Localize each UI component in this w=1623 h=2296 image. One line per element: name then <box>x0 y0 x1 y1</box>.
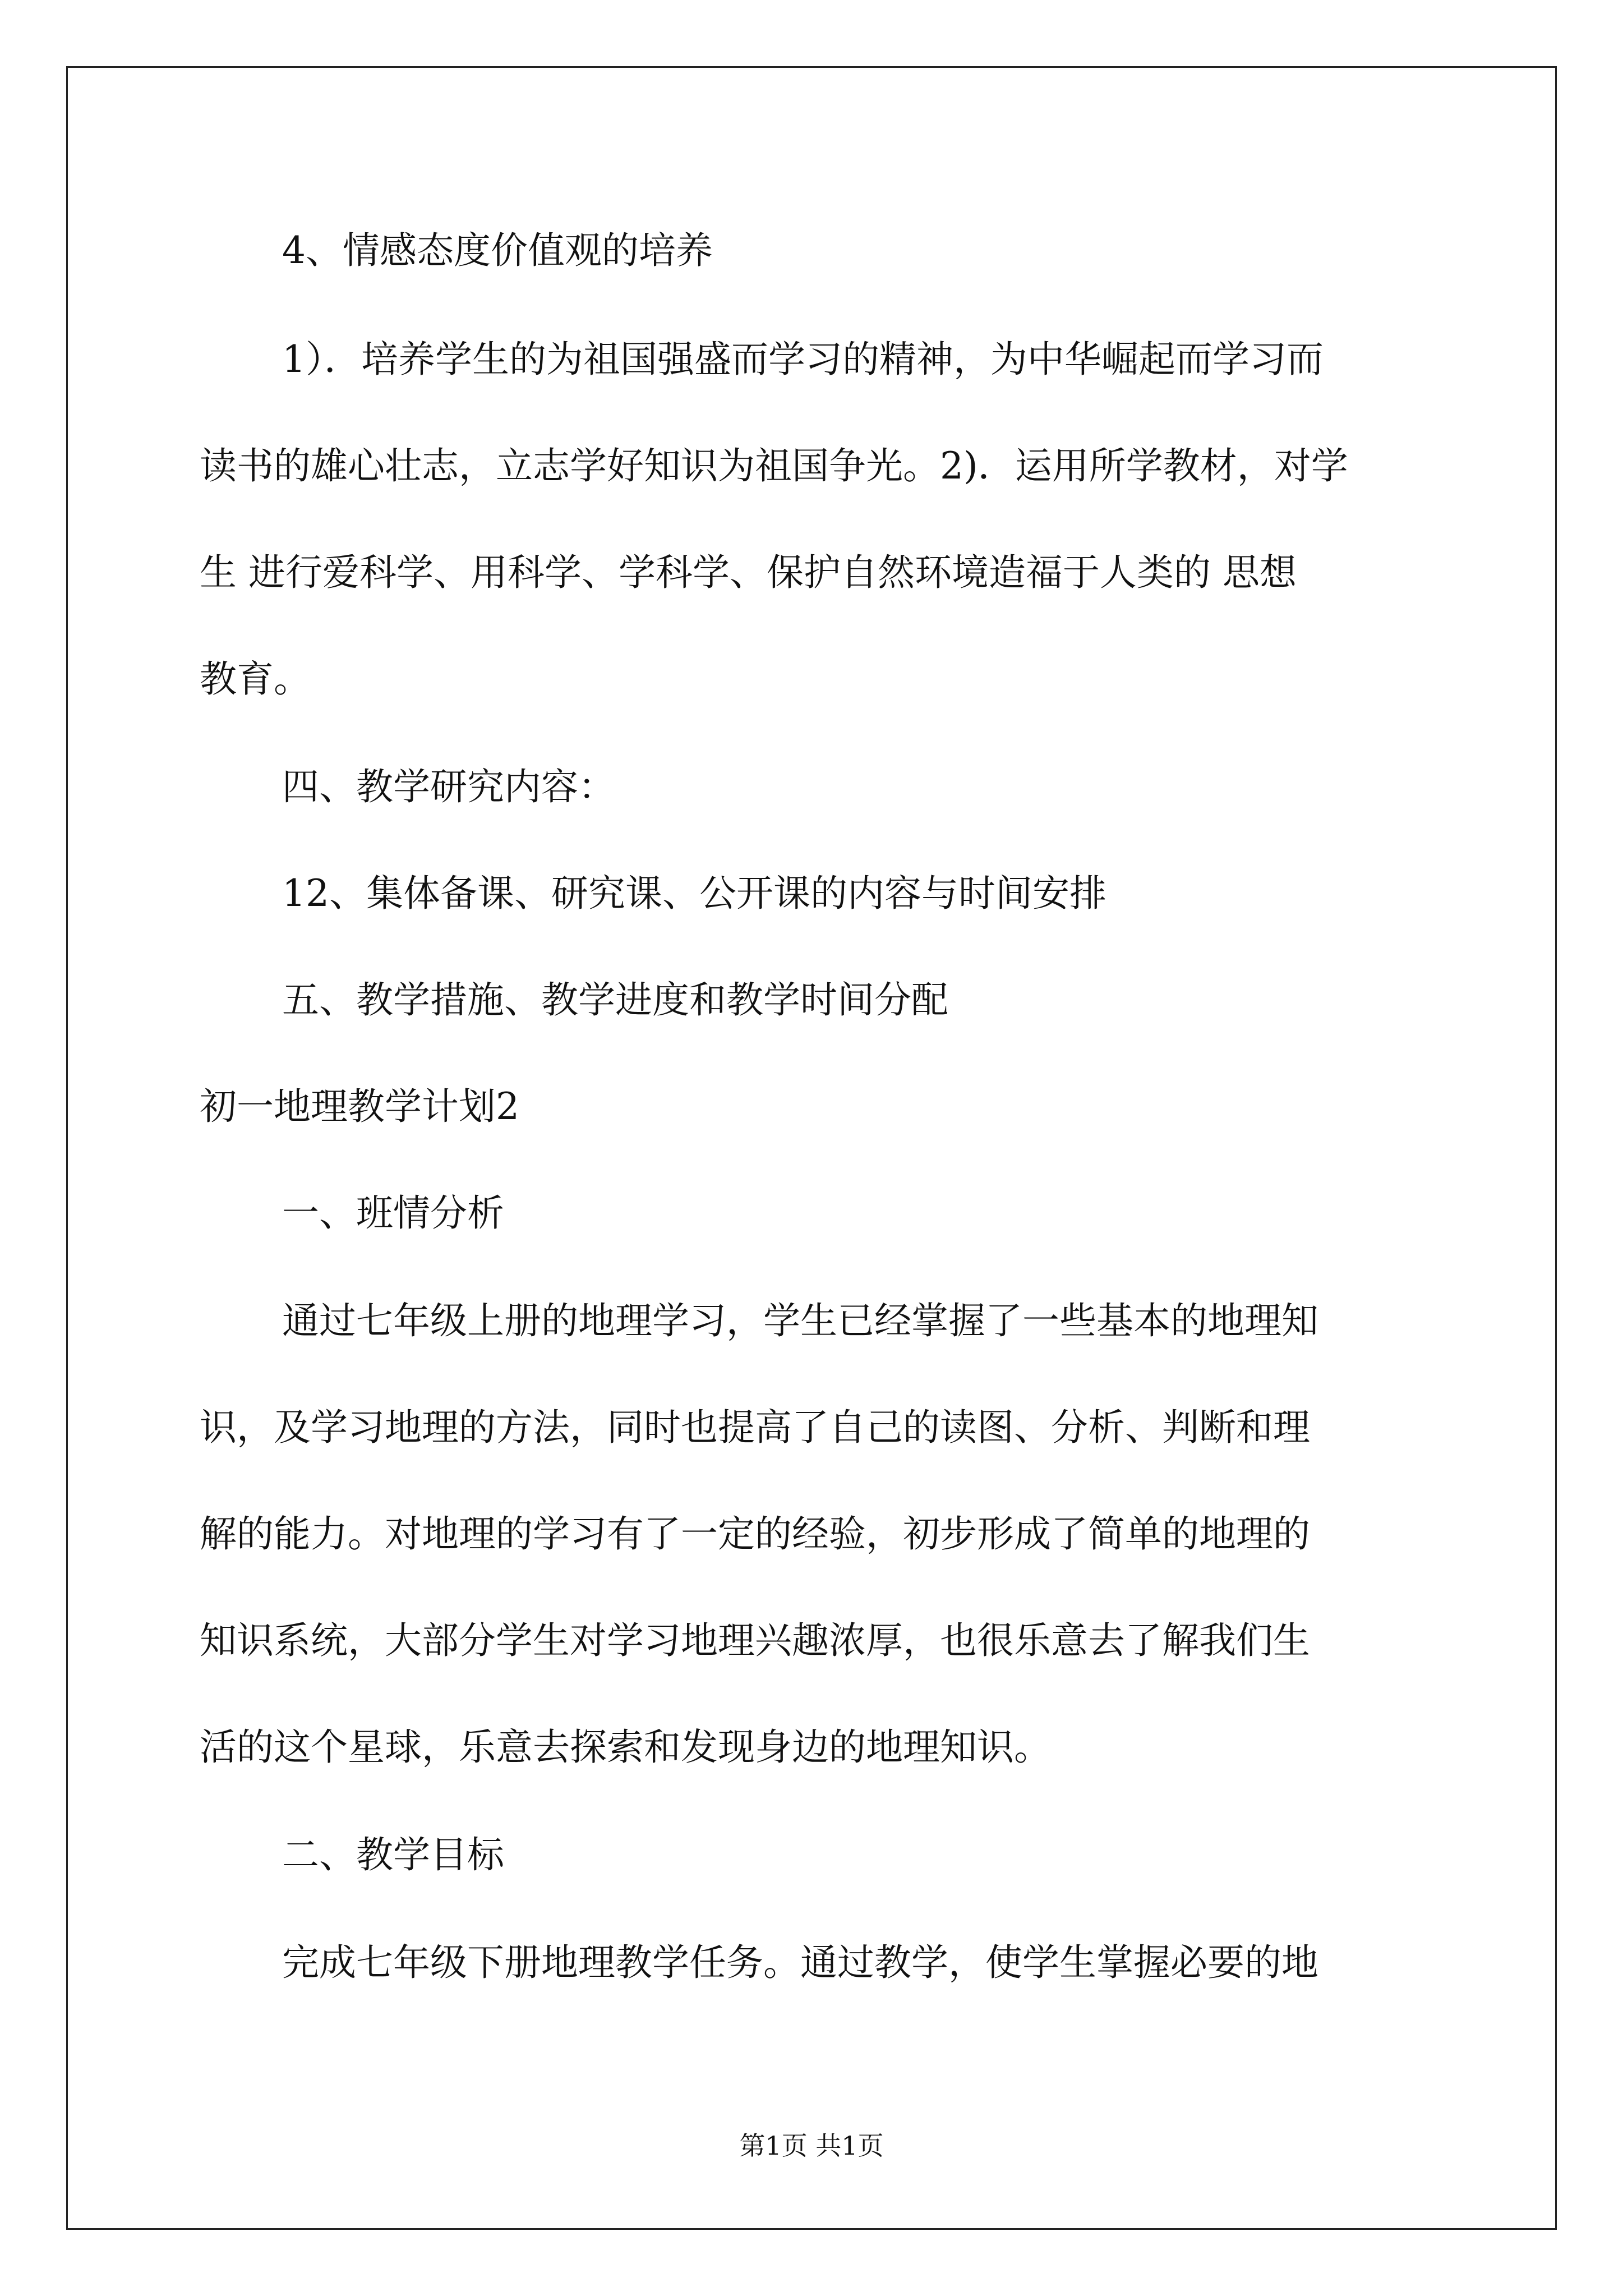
heading-class-analysis: 一、班情分析 <box>282 1191 504 1235</box>
paragraph-line: 12、集体备课、研究课、公开课的内容与时间安排 <box>282 872 1106 915</box>
paragraph-line: 活的这个星球，乐意去探索和发现身边的地理知识。 <box>200 1726 1051 1769</box>
paragraph-line: 知识系统，大部分学生对学习地理兴趣浓厚，也很乐意去了解我们生 <box>200 1619 1310 1662</box>
section-title: 初一地理教学计划2 <box>200 1085 519 1128</box>
heading-teaching-measures: 五、教学措施、教学进度和教学时间分配 <box>282 978 948 1022</box>
paragraph-line: 解的能力。对地理的学习有了一定的经验，初步形成了简单的地理的 <box>200 1512 1310 1556</box>
paragraph-line: 完成七年级下册地理教学任务。通过教学，使学生掌握必要的地 <box>282 1941 1318 1984</box>
page-footer: 第1页 共1页 <box>739 2131 884 2161</box>
paragraph-line: 生 进行爱科学、用科学、学科学、保护自然环境造福于人类的 思想 <box>200 551 1297 594</box>
paragraph-line: 通过七年级上册的地理学习，学生已经掌握了一些基本的地理知 <box>282 1299 1318 1342</box>
paragraph-line: 1）．培养学生的为祖国强盛而学习的精神，为中华崛起而学习而 <box>282 338 1324 381</box>
paragraph-line: 识，及学习地理的方法，同时也提高了自己的读图、分析、判断和理 <box>200 1406 1310 1449</box>
heading-teaching-goals: 二、教学目标 <box>282 1833 504 1876</box>
page-border <box>66 66 1557 2230</box>
paragraph-line: 教育。 <box>200 657 311 701</box>
paragraph-line: 读书的雄心壮志，立志学好知识为祖国争光。2)．运用所学教材，对学 <box>200 444 1348 487</box>
heading-research-content: 四、教学研究内容： <box>282 765 615 808</box>
heading-attitude-values: 4、情感态度价值观的培养 <box>282 229 713 272</box>
